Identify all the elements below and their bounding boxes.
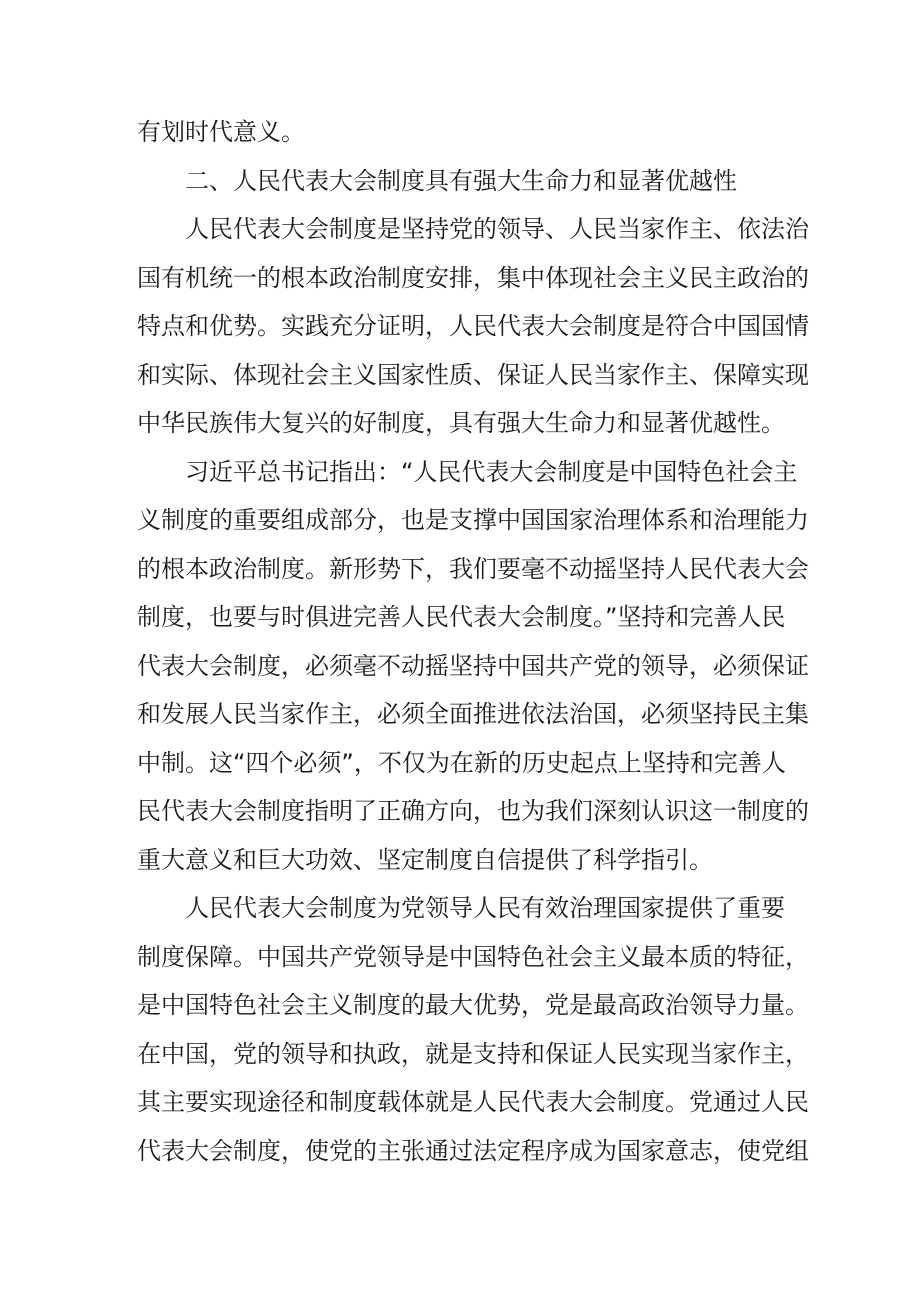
paragraph-line: 人民代表大会制度为党领导人民有效治理国家提供了重要 — [185, 894, 785, 922]
section-heading: 二、人民代表大会制度具有强大生命力和显著优越性 — [185, 166, 737, 195]
paragraph-line: 习近平总书记指出：“人民代表大会制度是中国特色社会主 — [185, 457, 798, 486]
paragraph-line: 人民代表大会制度是坚持党的领导、人民当家作主、依法治 — [185, 215, 809, 243]
paragraph-line: 代表大会制度，使党的主张通过法定程序成为国家意志，使党组 — [137, 1136, 809, 1165]
paragraph-line: 义制度的重要组成部分，也是支撑中国国家治理体系和治理能力 — [137, 506, 809, 534]
paragraph-line: 中华民族伟大复兴的好制度，具有强大生命力和显著优越性。 — [137, 409, 785, 437]
paragraph-line: 其主要实现途径和制度载体就是人民代表大会制度。党通过人民 — [137, 1088, 809, 1116]
paragraph-line: 有划时代意义。 — [137, 118, 305, 146]
paragraph-line: 重大意义和巨大功效、坚定制度自信提供了科学指引。 — [137, 845, 713, 874]
paragraph-line: 和发展人民当家作主，必须全面推进依法治国，必须坚持民主集 — [137, 700, 809, 728]
paragraph-line: 代表大会制度，必须毫不动摇坚持中国共产党的领导，必须保证 — [137, 651, 809, 680]
document-body — [137, 108, 809, 1175]
paragraph-line: 在中国，党的领导和执政，就是支持和保证人民实现当家作主， — [137, 1039, 809, 1068]
paragraph-line: 制度，也要与时俱进完善人民代表大会制度。”坚持和完善人民 — [137, 603, 786, 631]
paragraph-line: 民代表大会制度指明了正确方向，也为我们深刻认识这一制度的 — [137, 797, 809, 825]
paragraph-line: 制度保障。中国共产党领导是中国特色社会主义最本质的特征， — [137, 942, 809, 971]
paragraph-line: 特点和优势。实践充分证明，人民代表大会制度是符合中国国情 — [137, 312, 809, 340]
paragraph-line: 是中国特色社会主义制度的最大优势，党是最高政治领导力量。 — [137, 991, 809, 1019]
paragraph-line: 的根本政治制度。新形势下，我们要毫不动摇坚持人民代表大会 — [137, 554, 809, 583]
paragraph-line: 和实际、体现社会主义国家性质、保证人民当家作主、保障实现 — [137, 360, 809, 389]
paragraph-line: 中制。这“四个必须”，不仅为在新的历史起点上坚持和完善人 — [137, 748, 786, 777]
paragraph-line: 国有机统一的根本政治制度安排，集中体现社会主义民主政治的 — [137, 263, 809, 292]
